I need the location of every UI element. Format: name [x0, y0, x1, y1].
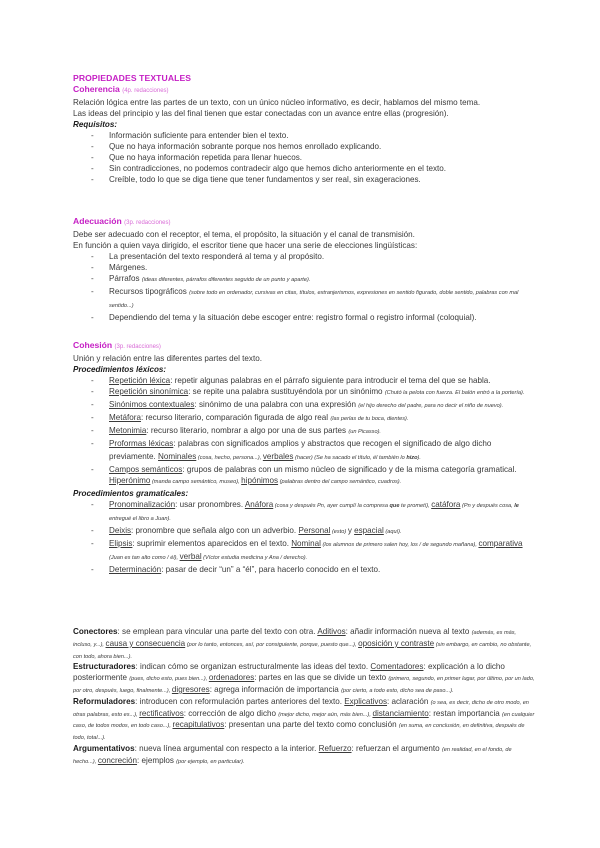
page-title: PROPIEDADES TEXTUALES [73, 73, 192, 83]
list-item: - Determinación: pasar de decir “un” a “él”, para hacerlo conocido en el texto. [91, 564, 533, 575]
requisitos-label: Requisitos: [73, 120, 118, 129]
list-item: - Sin contradicciones, no podemos contradecir algo que hemos dicho anteriormente en el texto. [91, 163, 533, 174]
list-item: - Párrafos (ideas diferentes, párrafos diferentes seguido de un punto y aparte). [91, 273, 533, 286]
adecuacion-elections: En función a quien vaya dirigido, el escritor tiene que hacer una serie de elecciones lingüísticas: [73, 241, 418, 250]
estructuradores-paragraph: Estructuradores: indican cómo se organizan estructuralmente las ideas del texto. Comentadores: explicación a lo dicho posteriormente (pues, dicho esto, pues bien...), ordenadores: partes en las que se divide un texto (primero, segundo, en primer lugar, por último, por un lado, por otro, después, luego, finalmente...), digresores: agrega información de importancia (por cierto, a todo esto, dicho sea de paso...). [73, 662, 535, 694]
coherencia-progression: Las ideas del principio y las del final tienen que estar conectadas con un avance entre ellas (progresión). [73, 109, 449, 118]
list-item: - Márgenes. [91, 262, 533, 273]
list-item: - Repetición sinonímica: se repite una palabra sustituyéndola por un sinónimo (Chutó la pelota con fuerza. El balón entró a la portería). [91, 386, 533, 399]
list-item: - Dependiendo del tema y la situación debe escoger entre: registro formal o registro informal (coloquial). [91, 312, 533, 323]
list-item: - Información suficiente para entender bien el texto. [91, 130, 533, 141]
adecuacion-heading: Adecuación (3p. redacciones) [73, 216, 171, 226]
reformuladores-paragraph: Reformuladores: introducen con reformulación partes anteriores del texto. Explicativos: aclaración (o sea, es decir, dicho de otro modo, en otras palabras, esto es...), rectificativos: corrección de algo dicho (mejor dicho, mejor aún, más bien...), distanciamiento: restan importancia (en cualquier caso, de todos modos, en todo caso...), recapitulativos: presentan una parte del texto como conclusión (en suma, en conclusión, en definitiva, después de todo, total...). [73, 696, 535, 742]
coherencia-section [73, 73, 533, 185]
list-item: - Recursos tipográficos (sobre todo en ordenador, cursivas en citas, títulos, extranjerismos, expresiones en sentido figurado, doble sentido, palabras con mal sentido...) [91, 286, 533, 312]
adecuacion-list [73, 251, 533, 323]
adecuacion-section [73, 216, 533, 323]
gramaticales-label: Procedimientos gramaticales: [73, 489, 189, 498]
list-item: - Proformas léxicas: palabras con significados amplios y abstractos que recogen el significado de algo dicho previamente. Nominales (cosa, hecho, persona...), verbales (hacer) (Se ha sacado el título, él también lo hizo). [91, 438, 533, 464]
list-item: - Metonimia: recurso literario, nombrar a algo por una de sus partes (un Picasso). [91, 425, 533, 438]
coherencia-heading: Coherencia (4p. redacciones) [73, 84, 169, 94]
list-item: - Metáfora: recurso literario, comparación figurada de algo real (las perlas de tu boca, dientes). [91, 412, 533, 425]
lexicos-label: Procedimientos léxicos: [73, 365, 167, 374]
list-item: - La presentación del texto responderá al tema y al propósito. [91, 251, 533, 262]
list-item: - Repetición léxica: repetir algunas palabras en el párrafo siguiente para introducir el tema del que se habla. [91, 375, 533, 386]
cohesion-section [73, 340, 533, 575]
cohesion-heading: Cohesión (3p. redacciones) [73, 340, 161, 350]
lexicos-list [73, 375, 533, 488]
list-item: - Creíble, todo lo que se diga tiene que tener fundamentos y ser real, sin exageraciones. [91, 174, 533, 185]
requisitos-list [73, 130, 533, 185]
list-item: - Que no haya información repetida para llenar huecos. [91, 152, 533, 163]
list-item: - Que no haya información sobrante porque nos hemos enrollado explicando. [91, 141, 533, 152]
list-item: - Campos semánticos: grupos de palabras con un mismo núcleo de significado y de la misma categoría gramatical. Hiperónimo (manda campo semántico, museo), hipónimos (palabras dentro del campo semántico, cuadros). [91, 464, 533, 488]
gramaticales-list [73, 499, 533, 575]
list-item: - Pronominalización: usar pronombres. Anáfora (cosa y después Pn, ayer cumplí la compresa que te prometí), catáfora (Pn y después cosa, le entregué el libro a Juan). [91, 499, 533, 525]
list-item: - Elipsis: suprimir elementos aparecidos en el texto. Nominal (los alumnos de primero salen hoy, los / de segundo mañana), comparativa (Juan es tan alto como / él), verbal (Víctor estudia medicina y Ana / derecho). [91, 538, 533, 564]
cohesion-definition: Unión y relación entre las diferentes partes del texto. [73, 354, 262, 363]
argumentativos-paragraph: Argumentativos: nueva línea argumental con respecto a la interior. Refuerzo: refuerzan el argumento (en realidad, en el fondo, de hecho...), concreción: ejemplos (por ejemplo, en particular). [73, 743, 512, 765]
list-item: - Sinónimos contextuales: sinónimo de una palabra con una expresión (el hijo derecho del padre, para no decir el niño de nuevo). [91, 399, 533, 412]
list-item: - Deixis: pronombre que señala algo con un adverbio. Personal (esto) y espacial (aquí). [91, 525, 533, 538]
conectores-paragraph: Conectores: se emplean para vincular una parte del texto con otra. Aditivos: añadir información nueva al texto (además, es más, incluso, y...), causa y consecuencia (por lo tanto, entonces, así, por consiguiente, porque, puesto que...), oposición y contraste (sin embargo, en cambio, no obstante, con todo, ahora bien...). [73, 627, 532, 660]
conectores-section [73, 627, 535, 768]
adecuacion-definition: Debe ser adecuado con el receptor, el tema, el propósito, la situación y el canal de transmisión. [73, 230, 415, 239]
coherencia-definition: Relación lógica entre las partes de un texto, con un único núcleo informativo, es decir, hablamos del mismo tema. [73, 98, 481, 107]
